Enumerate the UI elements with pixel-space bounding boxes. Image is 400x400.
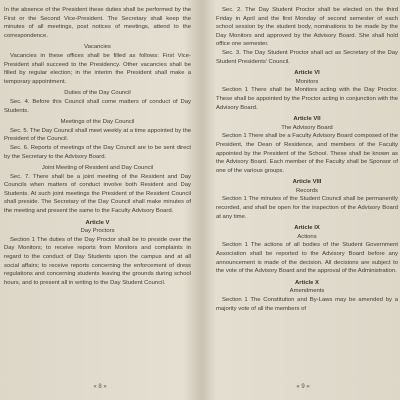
article-x-heading: Article X xyxy=(295,279,319,286)
meetings-heading: Meetings of the Day Council xyxy=(60,119,135,126)
joint-meeting-heading: Joint Meeting of Resident and Day Council xyxy=(41,165,154,172)
left-page-text xyxy=(4,6,191,287)
sec7-paragraph: Sec. 7. There shall be a joint meeting of the Resident and Day Councils when matters of conduct involve both Resident and Day Students. At such joint meetings the President of the Resident Council shall preside. The Secretary of the Day Council shall make minutes of the meeting and present the same to the Faculty Advisory Board. xyxy=(4,173,191,215)
intro-paragraph: In the absence of the President these duties shall be performed by the First or the Second Vice-President. The Secretary shall keep the minutes of all meetings, post notices of meetings, attend to the correspondence. xyxy=(4,7,191,39)
article-vii-heading: Article VII xyxy=(293,116,321,123)
article-vi-subheading: Monitors xyxy=(295,78,319,85)
right-page-number: « 9 » xyxy=(296,384,310,390)
article-vii-paragraph: Section 1 There shall be a Faculty Advisory Board composed of the President, the Dean of Residence, and members of the Faculty appointed by the President of the School. These shall be known as the Advisory Board. Each member of the Faculty shall be Sponsor of one of the various groups. xyxy=(216,133,398,174)
article-viii-subheading: Records xyxy=(296,187,318,194)
article-viii-heading: Article VIII xyxy=(292,179,322,186)
left-page xyxy=(0,6,200,394)
sec6-paragraph: Sec. 6. Reports of meetings of the Day Council are to be sent direct by the Secretary to the Advisory Board. xyxy=(4,144,191,160)
article-v-heading: Article V xyxy=(85,219,110,226)
article-viii-paragraph: Section 1 The minutes of the Student Council shall be permanently recorded, and shall be open for the inspection of the Advisory Board at any time. xyxy=(216,196,398,220)
vacancies-heading: Vacancies xyxy=(84,44,111,51)
sec3-paragraph: Sec. 3. The Day Student Proctor shall act as Secretary of the Day Student Presidents' Council. xyxy=(216,49,398,65)
article-ix-heading: Article IX xyxy=(294,225,320,232)
article-v-subheading: Day Proctors xyxy=(80,228,115,235)
article-vi-heading: Article VI xyxy=(294,70,320,77)
article-ix-paragraph: Section 1 The actions of all bodies of the Student Government Association shall be reported to the Advisory Board before any announcement is made of the decision. All decisions are subject to the vote of the Advisory Board and the approval of the Administration. xyxy=(216,242,398,275)
left-page-number: « 8 » xyxy=(93,384,107,390)
article-vi-paragraph: Section 1 There shall be Monitors acting with the Day Proctor. These shall be appointed by the Proctor acting in conjunction with the Advisory Board. xyxy=(216,87,398,111)
duties-heading: Duties of the Day Council xyxy=(64,90,131,97)
sec5-paragraph: Sec. 5. The Day Council shall meet weekly at a time appointed by the President of the Council. xyxy=(4,127,191,143)
vacancies-paragraph: Vacancies in these offices shall be filled as follows: First Vice-President shall succeed to the Presidency. Other vacancies shall be filled by regular election; in the interim the President shall make a temporary appointment. xyxy=(4,52,191,85)
sec4-paragraph: Sec. 4. Before this Council shall come matters of conduct of Day Students. xyxy=(4,98,191,114)
sec2-paragraph: Sec. 2. The Day Student Proctor shall be elected on the third Friday in April and the first Monday of second semester of each school session by the student body, nominations to be made by the Day Monitors and approved by the Advisory Board. She shall hold office one semester. xyxy=(216,7,398,48)
article-ix-subheading: Actions xyxy=(297,233,317,240)
article-x-subheading: Amendments xyxy=(289,288,325,295)
right-page xyxy=(206,6,400,394)
article-v-paragraph: Section 1 The duties of the Day Proctor shall be to preside over the Day Monitors; to receive reports from Monitors and complaints in regard to the conduct of Day Students upon the campus and at all social affairs; to receive reports concerning the enforcement of dress regulations and concerning students leaving the grounds during school hours, and to present all in writing to the Day Student Council. xyxy=(4,236,191,286)
article-vii-subheading: The Advisory Board xyxy=(281,124,333,131)
article-x-paragraph: Section 1 The Constitution and By-Laws may be amended by a majority vote of all the members of xyxy=(216,297,398,312)
right-page-text xyxy=(216,6,398,313)
